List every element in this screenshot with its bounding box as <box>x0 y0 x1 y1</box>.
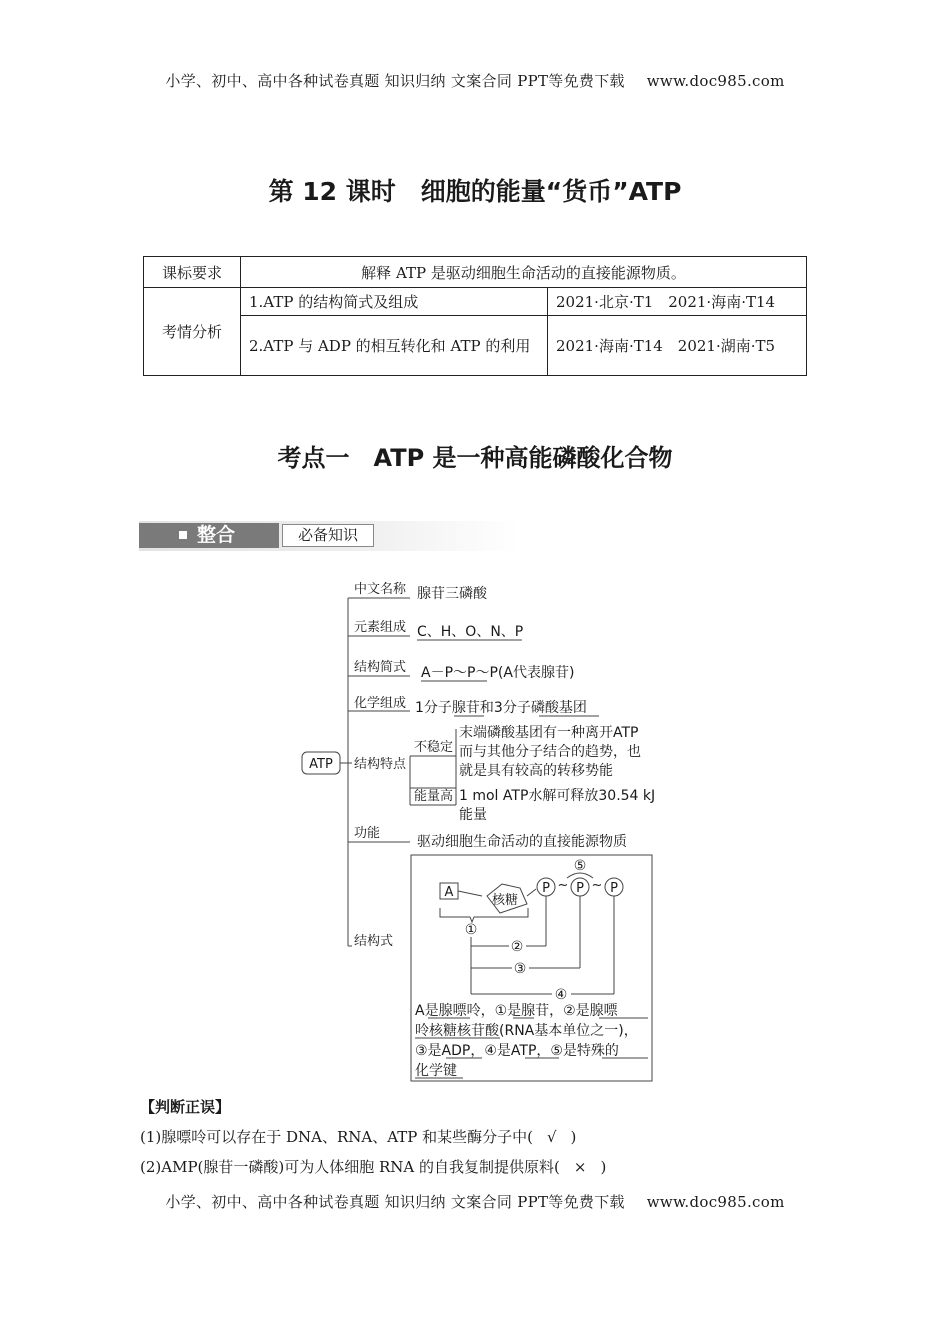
explain-line-3: ③是ADP，④是ATP，⑤是特殊的 <box>415 1043 619 1059</box>
explain-line-1: A是腺嘌呤，①是腺苷，②是腺嘌 <box>415 1003 618 1019</box>
tilde-2: ~ <box>591 878 603 893</box>
label-2: ② <box>510 939 524 955</box>
label-unstable: 不稳定 <box>414 740 454 755</box>
ribose-label: 核糖 <box>491 893 519 908</box>
value-formula: A－P～P～P(A代表腺苷) <box>421 665 575 681</box>
p1-label: P <box>542 881 550 896</box>
value-composition: 1分子腺苷和3分子磷酸基团 <box>415 700 587 716</box>
page-footer <box>0 1191 950 1212</box>
root-label: ATP <box>309 757 333 772</box>
energy-line-1: 1 mol ATP水解可释放30.54 kJ <box>459 788 656 804</box>
label-high-energy: 能量高 <box>414 789 454 804</box>
p2-label: P <box>576 881 584 896</box>
explain-line-2: 呤核糖核苷酸(RNA基本单位之一)， <box>415 1023 638 1039</box>
judge-item-2-end: ) <box>600 1158 607 1176</box>
label-features: 结构特点 <box>354 757 407 772</box>
page-title: 第 12 课时 细胞的能量“货币”ATP <box>268 177 682 206</box>
req-head: 课标要求 <box>144 257 241 288</box>
p3-label: P <box>610 881 618 896</box>
footer-site: www.doc985.com <box>646 1193 785 1211</box>
header-site: www.doc985.com <box>646 72 785 90</box>
explain-line-4: 化学键 <box>415 1063 457 1079</box>
judge-item-2 <box>140 1156 606 1177</box>
topic-2: 2.ATP 与 ADP 的相互转化和 ATP 的利用 <box>241 316 548 376</box>
judge-item-1-text: (1)腺嘌呤可以存在于 DNA、RNA、ATP 和某些酶分子中( <box>140 1128 533 1146</box>
label-4: ④ <box>554 987 568 1003</box>
label-formula: 结构简式 <box>354 660 407 675</box>
topic-1: 1.ATP 的结构简式及组成 <box>241 288 548 316</box>
banner-dark-label: 整合 <box>197 524 236 546</box>
judge-item-1-answer: √ <box>546 1128 557 1146</box>
unstable-line-1: 末端磷酸基团有一种离开ATP <box>459 725 639 741</box>
value-elements: C、H、O、N、P <box>417 624 524 640</box>
judge-item-1 <box>140 1126 576 1147</box>
req-text: 解释 ATP 是驱动细胞生命活动的直接能源物质。 <box>241 257 807 288</box>
label-elements: 元素组成 <box>354 620 407 635</box>
judge-item-2-text: (2)AMP(腺苷一磷酸)可为人体细胞 RNA 的自我复制提供原料( <box>140 1158 560 1176</box>
analysis-head: 考情分析 <box>144 288 241 376</box>
label-3: ③ <box>513 961 527 977</box>
footer-text: 小学、初中、高中各种试卷真题 知识归纳 文案合同 PPT等免费下载 <box>165 1193 625 1211</box>
unstable-line-3: 就是具有较高的转移势能 <box>459 763 613 779</box>
label-structure: 结构式 <box>354 934 394 949</box>
judge-item-1-end: ) <box>570 1128 577 1146</box>
tilde-1: ~ <box>557 878 569 893</box>
adenine-label: A <box>444 885 454 900</box>
label-chinese-name: 中文名称 <box>354 582 407 597</box>
label-1: ① <box>464 922 478 938</box>
refs-2: 2021·海南·T14 2021·湖南·T5 <box>548 316 807 376</box>
section-title: 考点一 ATP 是一种高能磷酸化合物 <box>277 444 673 472</box>
value-function: 驱动细胞生命活动的直接能源物质 <box>417 834 627 850</box>
judge-heading: 【判断正误】 <box>140 1098 231 1116</box>
energy-line-2: 能量 <box>459 807 487 823</box>
label-function: 功能 <box>354 826 381 841</box>
label-composition: 化学组成 <box>354 696 407 711</box>
unstable-line-2: 而与其他分子结合的趋势，也 <box>459 744 641 760</box>
refs-1: 2021·北京·T1 2021·海南·T14 <box>548 288 807 316</box>
judge-item-2-answer: × <box>573 1158 587 1176</box>
banner-light: 必备知识 <box>282 524 374 547</box>
label-5: ⑤ <box>573 858 587 874</box>
value-chinese-name: 腺苷三磷酸 <box>417 586 487 602</box>
header-text: 小学、初中、高中各种试卷真题 知识归纳 文案合同 PPT等免费下载 <box>165 72 625 90</box>
